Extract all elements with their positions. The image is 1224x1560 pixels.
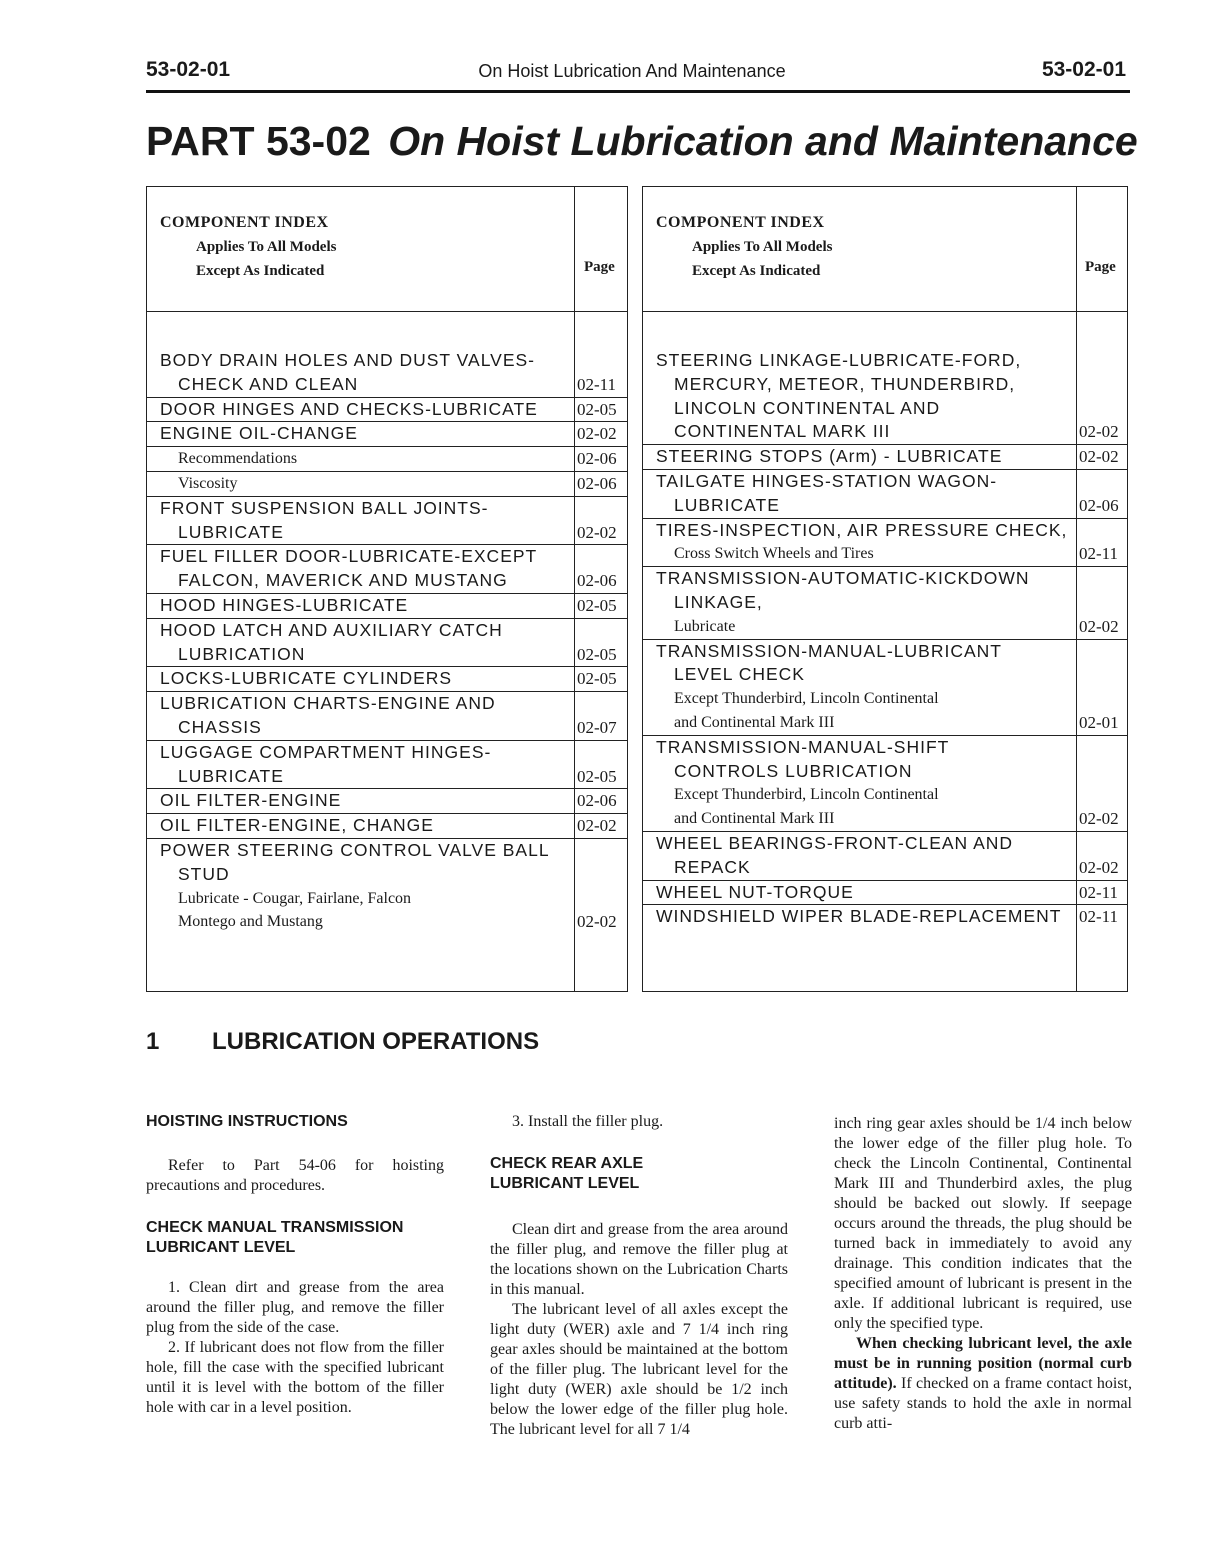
- index-entry-page: 02-02: [1079, 809, 1119, 829]
- index-entry-line: LUBRICATE: [178, 765, 284, 786]
- index-entry: [643, 349, 1127, 445]
- index-entry-line: CONTINENTAL MARK III: [674, 421, 891, 442]
- curb-attitude-text: [834, 1334, 1132, 1434]
- index-heading-text: COMPONENT INDEX: [160, 214, 329, 231]
- index-entry-line: CHECK AND CLEAN: [178, 373, 359, 394]
- index-entry: [147, 349, 627, 398]
- index-entries: [147, 349, 627, 934]
- index-entry: [643, 445, 1127, 470]
- hoisting-text: Refer to Part 54-06 for hoisting precautions and procedures.: [146, 1157, 444, 1194]
- index-entry-line: and Continental Mark III: [674, 810, 835, 828]
- index-subheading-2: Except As Indicated: [692, 263, 821, 279]
- index-entry-line: BODY DRAIN HOLES AND DUST VALVES-: [160, 350, 535, 370]
- index-entry-line: Except Thunderbird, Lincoln Continental: [674, 786, 939, 804]
- index-entry-line: Except Thunderbird, Lincoln Continental: [674, 690, 939, 708]
- header-right-code: 53-02-01: [1041, 58, 1126, 81]
- index-entry-line: LINKAGE,: [674, 591, 763, 612]
- header-left-code: 53-02-01: [146, 58, 231, 81]
- index-subheading-2: Except As Indicated: [196, 263, 325, 279]
- index-entry-line: LEVEL CHECK: [674, 664, 805, 685]
- index-entry: [643, 736, 1127, 832]
- index-entry-line: TIRES-INSPECTION, AIR PRESSURE CHECK,: [656, 519, 1068, 540]
- index-entry: [147, 422, 627, 447]
- index-entry: [147, 692, 627, 741]
- index-entry: [147, 741, 627, 790]
- index-entry-page: 02-05: [577, 595, 617, 615]
- index-entries: [643, 349, 1127, 929]
- index-entry: [147, 497, 627, 546]
- index-entry-line: Cross Switch Wheels and Tires: [674, 545, 874, 563]
- index-entry: [147, 839, 627, 934]
- index-entry-line: LUBRICATION CHARTS-ENGINE AND: [160, 693, 496, 714]
- section-number: 1: [146, 1028, 160, 1055]
- index-entry-line: ENGINE OIL-CHANGE: [160, 423, 358, 444]
- rear-axle-text-2: The lubricant level of all axles except the light duty (WER) axle and 7 1/4 inch ring gear axles should be maintained at the bottom of the filler plug. The lubricant level for the light duty (WER) axle should be 1/2 inch below the lower edge of the filler plug hole. The lubricant level for all 7 1/4: [490, 1301, 788, 1438]
- index-entry-page: 02-06: [577, 473, 617, 493]
- index-entry-line: TRANSMISSION-MANUAL-LUBRICANT: [656, 640, 1002, 661]
- header-rule: [146, 90, 1130, 93]
- index-entry-line: WHEEL BEARINGS-FRONT-CLEAN AND: [656, 832, 1014, 853]
- index-entry: [147, 667, 627, 692]
- index-entry-line: WHEEL NUT-TORQUE: [656, 881, 854, 902]
- rear-axle-heading: CHECK REAR AXLE LUBRICANT LEVEL: [490, 1155, 644, 1192]
- index-entry-page: 02-02: [577, 912, 617, 932]
- index-entry: [643, 470, 1127, 519]
- index-entry-line: DOOR HINGES AND CHECKS-LUBRICATE: [160, 398, 538, 419]
- index-entry: [147, 594, 627, 619]
- index-entry-line: MERCURY, METEOR, THUNDERBIRD,: [674, 373, 1016, 394]
- index-entry: [147, 472, 627, 497]
- text-column-1: [146, 1112, 444, 1418]
- index-entry-line: POWER STEERING CONTROL VALVE BALL: [160, 839, 550, 860]
- index-entry-line: HOOD HINGES-LUBRICATE: [160, 594, 409, 615]
- index-entry-line: FALCON, MAVERICK AND MUSTANG: [178, 570, 508, 591]
- index-entry-line: Viscosity: [178, 474, 238, 492]
- index-entry-page: 02-05: [577, 399, 617, 419]
- index-entry-line: HOOD LATCH AND AUXILIARY CATCH: [160, 619, 503, 640]
- section-title: LUBRICATION OPERATIONS: [212, 1028, 540, 1055]
- index-subheading-1: Applies To All Models: [196, 239, 337, 255]
- rear-axle-text-1: Clean dirt and grease from the area around the filler plug, and remove the filler plug at the locations shown on the Lubrication Charts in this manual.: [490, 1221, 788, 1298]
- page-title: [146, 118, 1146, 165]
- index-entry-line: LUGGAGE COMPARTMENT HINGES-: [160, 741, 492, 762]
- index-entry-page: 02-02: [1079, 447, 1119, 467]
- index-entry-line: FUEL FILLER DOOR-LUBRICATE-EXCEPT: [160, 546, 538, 567]
- manual-step-3: 3. Install the filler plug.: [512, 1113, 664, 1130]
- index-entry-page: 02-02: [1079, 857, 1119, 877]
- index-entry-line: FRONT SUSPENSION BALL JOINTS-: [160, 497, 489, 518]
- manual-trans-heading: CHECK MANUAL TRANSMISSION LUBRICANT LEVEL: [146, 1219, 404, 1256]
- index-entry-line: WINDSHIELD WIPER BLADE-REPLACEMENT: [656, 906, 1062, 927]
- page-column-header: Page: [1085, 259, 1116, 275]
- index-entry-line: LUBRICATE: [178, 521, 284, 542]
- page-column-header: Page: [584, 259, 615, 275]
- index-entry-page: 02-06: [577, 571, 617, 591]
- index-entry-page: 02-06: [577, 791, 617, 811]
- index-entry-line: TRANSMISSION-AUTOMATIC-KICKDOWN: [656, 568, 1030, 589]
- index-entry-page: 02-05: [577, 644, 617, 664]
- index-entry: [643, 881, 1127, 906]
- part-number: PART 53-02: [146, 118, 371, 164]
- index-entry-page: 02-06: [577, 449, 617, 469]
- index-entry-page: 02-11: [577, 374, 617, 394]
- curb-attitude-bold: When checking lubricant level, the axle must be in running position (normal curb attitude).: [834, 1335, 1132, 1392]
- index-entry-page: 02-01: [1079, 712, 1119, 732]
- index-entry-line: STEERING LINKAGE-LUBRICATE-FORD,: [656, 350, 1022, 370]
- index-entry: [147, 398, 627, 423]
- index-entry-line: OIL FILTER-ENGINE: [160, 790, 342, 811]
- index-entry: [147, 447, 627, 472]
- index-entry-line: and Continental Mark III: [674, 713, 835, 731]
- index-entry-line: STEERING STOPS (Arm) - LUBRICATE: [656, 446, 1003, 467]
- index-entry-page: 02-11: [1079, 907, 1119, 927]
- header-title: On Hoist Lubrication And Maintenance: [478, 61, 786, 81]
- index-entry-page: 02-02: [1079, 616, 1119, 636]
- manual-step-1: 1. Clean dirt and grease from the area around the filler plug, and remove the filler plug from the side of the case.: [146, 1279, 444, 1336]
- index-entry-page: 02-06: [1079, 495, 1119, 515]
- index-entry-line: LUBRICATE: [674, 494, 780, 515]
- index-entry-line: Montego and Mustang: [178, 913, 323, 931]
- index-entry-line: STUD: [178, 863, 230, 884]
- index-header-rule: [147, 311, 627, 312]
- component-index-right: [642, 186, 1128, 992]
- index-entry-line: CONTROLS LUBRICATION: [674, 760, 913, 781]
- index-heading: [160, 211, 336, 283]
- text-column-3: [834, 1114, 1132, 1434]
- index-entry-line: Lubricate - Cougar, Fairlane, Falcon: [178, 889, 412, 907]
- index-entry-line: TRANSMISSION-MANUAL-SHIFT: [656, 736, 950, 757]
- hoisting-heading: HOISTING INSTRUCTIONS: [146, 1113, 348, 1130]
- index-entry-line: TAILGATE HINGES-STATION WAGON-: [656, 470, 998, 491]
- index-entry-page: 02-07: [577, 717, 617, 737]
- index-entry-page: 02-02: [1079, 422, 1119, 442]
- index-entry-page: 02-05: [577, 669, 617, 689]
- index-entry-page: 02-02: [577, 424, 617, 444]
- index-entry-line: LUBRICATION: [178, 643, 306, 664]
- index-entry-line: Recommendations: [178, 450, 298, 468]
- index-entry: [643, 832, 1127, 881]
- index-entry-line: OIL FILTER-ENGINE, CHANGE: [160, 815, 434, 836]
- index-entry-page: 02-11: [1079, 544, 1119, 564]
- index-entry: [643, 519, 1127, 568]
- manual-step-2: 2. If lubricant does not flow from the filler hole, fill the case with the specified lubricant until it is level with the bottom of the filler hole with car in a level position.: [146, 1339, 444, 1416]
- index-entry-page: 02-02: [577, 522, 617, 542]
- index-entry-page: 02-05: [577, 766, 617, 786]
- index-entry-line: LINCOLN CONTINENTAL AND: [674, 397, 941, 418]
- index-heading-text: COMPONENT INDEX: [656, 214, 825, 231]
- index-entry-line: REPACK: [674, 856, 751, 877]
- axle-check-text: inch ring gear axles should be 1/4 inch below the lower edge of the filler plug hole. To check the Lincoln Continental, Continental Mark III and Thunderbird axles, the plug should be backed out slowly. If seepage occurs around the threads, the plug should be turned back in immediately to avoid any drainage. This condition indicates that the specified amount of lubricant is present in the axle. If additional lubricant is required, use only the specified type.: [834, 1115, 1132, 1332]
- index-entry: [643, 640, 1127, 736]
- index-entry: [147, 545, 627, 594]
- index-entry: [147, 789, 627, 814]
- text-column-2: [490, 1112, 788, 1440]
- index-entry: [643, 905, 1127, 929]
- component-index-left: [146, 186, 628, 992]
- index-heading: [656, 211, 832, 283]
- index-entry: [643, 567, 1127, 639]
- index-entry-line: Lubricate: [674, 617, 736, 635]
- index-entry-line: CHASSIS: [178, 716, 262, 737]
- index-entry: [147, 814, 627, 839]
- index-entry: [147, 619, 627, 668]
- index-header-rule: [643, 311, 1127, 312]
- part-name: On Hoist Lubrication and Maintenance: [388, 118, 1138, 164]
- index-entry-page: 02-02: [577, 816, 617, 836]
- index-subheading-1: Applies To All Models: [692, 239, 833, 255]
- index-entry-line: LOCKS-LUBRICATE CYLINDERS: [160, 668, 453, 689]
- index-entry-page: 02-11: [1079, 882, 1119, 902]
- curb-attitude-rest: If checked on a frame contact hoist, use safety stands to hold the axle in normal curb atti-: [834, 1375, 1132, 1432]
